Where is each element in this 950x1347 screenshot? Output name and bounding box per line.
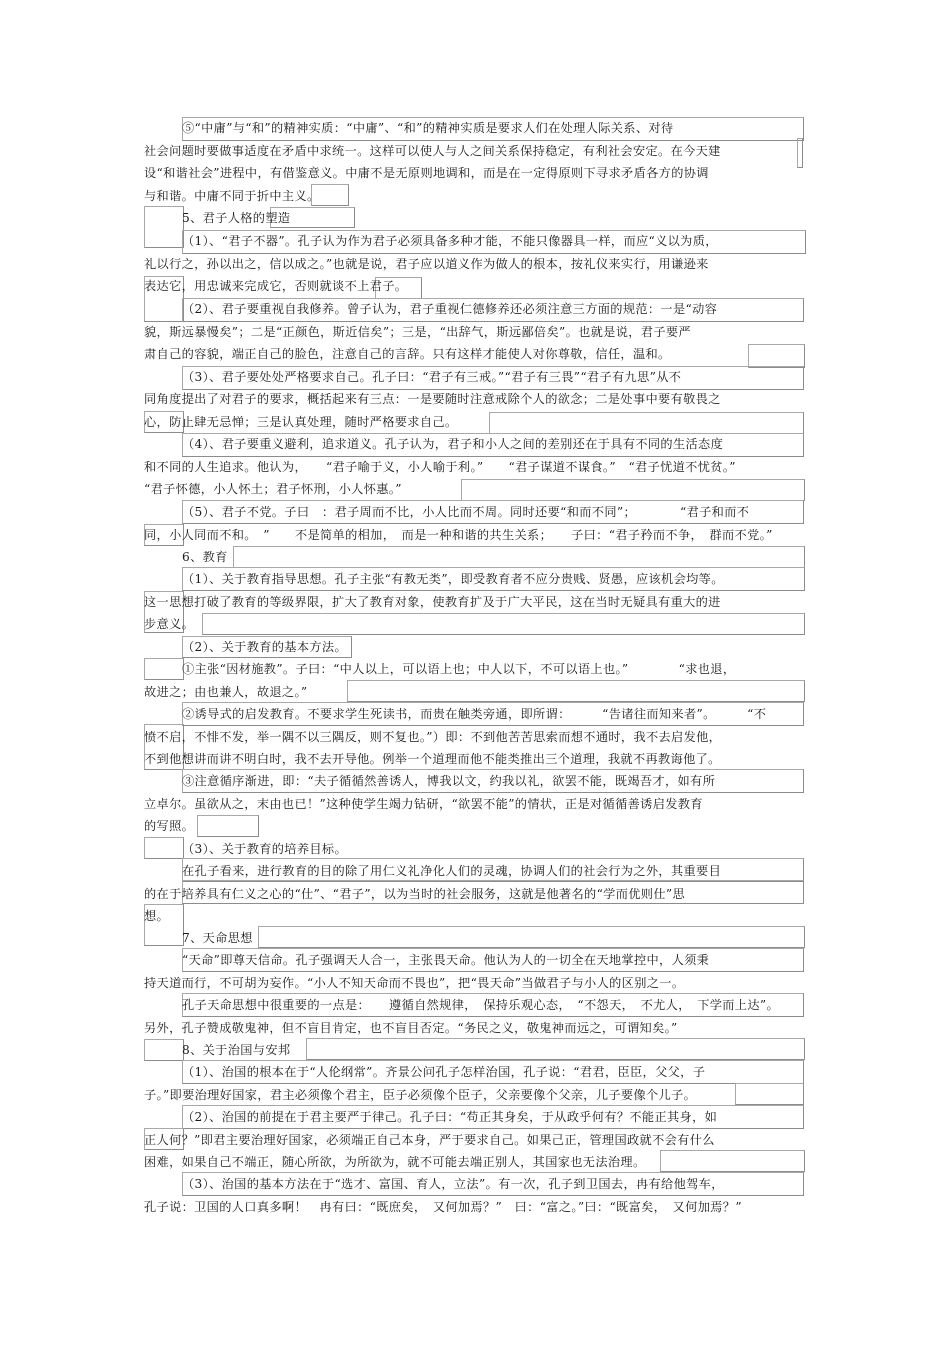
scan-box bbox=[489, 412, 804, 434]
scan-box bbox=[144, 837, 184, 859]
text-line: （4）、君子要重义避利，追求道义。孔子认为，君子和小人之间的差别还在于具有不同的生活态度 bbox=[182, 437, 724, 451]
text-line: ⑤“中庸”与“和”的精神实质：“中庸”、“和”的精神实质是要求人们在处理人际关系、对待 bbox=[182, 121, 674, 135]
text-line: （3）、君子要处处严格要求自己。孔子曰：“君子有三戒。”“君子有三畏”“君子有九思”从不 bbox=[182, 370, 682, 384]
scan-box bbox=[197, 815, 259, 837]
text-line: （1）、“君子不器”。孔子认为作为君子必须具备多种才能，不能只像器具一样，而应“义以为质， bbox=[182, 234, 718, 248]
text-line: 同角度提出了对君子的要求，概括起来有三点：一是要随时注意戒除个人的欲念；二是处事中要有敬畏之 bbox=[144, 392, 721, 406]
text-line: 立卓尔。虽欲从之，末由也已！”这种使学生竭力钻研，“欲罢不能”的情状，正是对循循善诱启发教育 bbox=[144, 797, 703, 811]
text-line: （2）、君子要重视自我修养。曾子认为，君子重视仁德修养还必须注意三方面的规范：一是“动容 bbox=[182, 302, 718, 316]
section-heading: 5、君子人格的塑造 bbox=[182, 211, 291, 225]
text-line: 的在于培养具有仁义之心的“仕”、“君子”，以为当时的社会服务，这就是他著名的“学而优则仕”思 bbox=[144, 887, 685, 901]
text-line: （1）、治国的根本在于“人伦纲常”。齐景公问孔子怎样治国，孔子说：“君君，臣臣，父父，子 bbox=[182, 1065, 706, 1079]
text-line: 孔子天命思想中很重要的一点是： 遵循自然规律， 保持乐观心态， “不怨天， 不尤人， 下学而上达”。 bbox=[182, 998, 779, 1012]
text-line: ①主张“因材施教”。子曰：“中人以上，可以语上也；中人以下，不可以语上也。” “求也退， bbox=[182, 662, 736, 676]
text-line: 这一思想打破了教育的等级界限，扩大了教育对象，使教育扩及于广大平民，这在当时无疑具有重大的进 bbox=[144, 595, 721, 609]
text-line: 在孔子看来，进行教育的目的除了用仁义礼净化人们的灵魂，协调人们的社会行为之外，其重要目 bbox=[182, 864, 722, 878]
text-line: 持天道而行，不可胡为妄作。“小人不知天命而不畏也”，把“畏天命”当做君子与小人的区别之一。 bbox=[144, 976, 685, 990]
text-line: 和不同的人生追求。他认为， “君子喻于义，小人喻于利。” “君子谋道不谋食。” “君子忧道不忧贫。” bbox=[144, 460, 736, 474]
text-line: 貌，斯远暴慢矣”；二是“正颜色，斯近信矣”；三是，“出辞气，斯远鄙倍矣”。也就是说，君子要严 bbox=[144, 325, 691, 339]
scan-box bbox=[748, 344, 805, 368]
text-line: ②诱导式的启发教育。不要求学生死读书，而贵在触类旁通，即所谓： “告诸往而知来者”。 “不 bbox=[182, 707, 767, 721]
scan-box bbox=[797, 138, 803, 168]
text-line: 与和谐。中庸不同于折中主义。 bbox=[144, 189, 320, 203]
text-line: 子。”即要治理好国家，君主必须像个君主，臣子必须像个臣子，父亲要像个父亲，儿子要像个儿子。 bbox=[144, 1088, 697, 1102]
text-line: “天命”即尊天信命。孔子强调天人合一，主张畏天命。他认为人的一切全在天地掌控中，人须秉 bbox=[182, 953, 710, 967]
section-heading: 8、关于治国与安邦 bbox=[182, 1043, 291, 1057]
text-line: 愤不启，不悱不发，举一隅不以三隅反，则不复也。”）即：不到他苦苦思索而想不通时，我不去启发他， bbox=[144, 730, 722, 744]
text-line: 设“和谐社会”进程中，有借鉴意义。中庸不是无原则地调和，而是在一定得原则下寻求矛盾各方的协调 bbox=[144, 166, 709, 180]
text-line: 困难，如果自己不端正，随心所欲，为所欲为，就不可能去端正别人，其国家也无法治理。 bbox=[144, 1155, 646, 1169]
scan-box bbox=[202, 613, 805, 635]
text-line: （2）、治国的前提在于君主要严于律己。孔子曰：“苟正其身矣，于从政乎何有？不能正其身，如 bbox=[182, 1110, 718, 1124]
section-heading: 6、教育 bbox=[182, 550, 228, 564]
text-line: 孔子说：卫国的人口真多啊！ 冉有曰：“既庶矣， 又何加焉？” 曰：“富之。”曰：“既富矣， 又何加焉？” bbox=[144, 1200, 742, 1214]
text-line: 礼以行之，孙以出之，信以成之。”也就是说，君子应以道义作为做人的根本，按礼仪来实行，用谦逊来 bbox=[144, 257, 709, 271]
scan-box bbox=[144, 206, 184, 248]
scan-box bbox=[258, 926, 805, 948]
text-line: 想。 bbox=[144, 909, 170, 923]
scan-box bbox=[144, 1039, 184, 1061]
text-line: 同，小人同而不和。 ” 不是简单的相加， 而是一种和谐的共生关系； 子曰：“君子矜而不争， 群而不党。” bbox=[144, 528, 773, 542]
text-line: 另外，孔子赞成敬鬼神，但不盲目肯定，也不盲目否定。“务民之义，敬鬼神而远之，可谓知矣。” bbox=[144, 1021, 678, 1035]
text-line: （5）、君子不党。子曰 ：君子周而不比，小人比而不周。同时还要“和而不同”； “君子和而不 bbox=[182, 505, 750, 519]
text-line: （2）、关于教育的基本方法。 bbox=[182, 640, 347, 654]
text-line: （3）、治国的基本方法在于“选才、富国、育人，立法”。有一次，孔子到卫国去，冉有给他驾车， bbox=[182, 1177, 724, 1191]
text-line: 不到他想讲而讲不明白时，我不去开导他。例举一个道理而他不能类推出三个道理，我就不再教诲他了。 bbox=[144, 752, 721, 766]
scan-box bbox=[347, 680, 805, 702]
text-line: 心，防止肆无忌惮；三是认真处理，随时严格要求自己。 bbox=[144, 415, 458, 429]
text-line: 表达它，用忠诚来完成它，否则就谈不上君子。 bbox=[144, 279, 408, 293]
scan-box bbox=[461, 479, 805, 501]
section-heading: 7、天命思想 bbox=[182, 931, 253, 945]
text-line: ③注意循序渐进，即：“夫子循循然善诱人，博我以文，约我以礼，欲罢不能，既竭吾才，如有所 bbox=[182, 774, 716, 788]
text-line: 步意义。 bbox=[144, 617, 195, 631]
text-line: （1）、关于教育指导思想。孔子主张“有教无类”，即受教育者不应分贵贱、贤愚，应该机会均等。 bbox=[182, 572, 724, 586]
text-line: 正人何？”即君主要治理好国家，必须端正自己本身，严于要求自己。如果己正，管理国政就不会有什么 bbox=[144, 1133, 715, 1147]
text-line: （3）、关于教育的培养目标。 bbox=[182, 842, 347, 856]
text-line: 社会问题时要做事适度在矛盾中求统一。这样可以使人与人之间关系保持稳定，有利社会安定。在今天建 bbox=[144, 144, 721, 158]
scan-box bbox=[233, 546, 805, 568]
scan-box bbox=[735, 1083, 804, 1105]
text-line: 肃自己的容貌，端正自己的脸色，注意自己的言辞。只有这样才能使人对你尊敬，信任，温和。 bbox=[144, 347, 671, 361]
text-line: 故进之；由也兼人，故退之。” bbox=[144, 685, 308, 699]
scan-box bbox=[660, 1150, 805, 1172]
text-line: “君子怀德，小人怀土；君子怀刑，小人怀惠。” bbox=[144, 482, 402, 496]
scan-box bbox=[144, 658, 184, 680]
text-line: 的写照。 bbox=[144, 819, 195, 833]
scan-box bbox=[306, 1038, 805, 1060]
